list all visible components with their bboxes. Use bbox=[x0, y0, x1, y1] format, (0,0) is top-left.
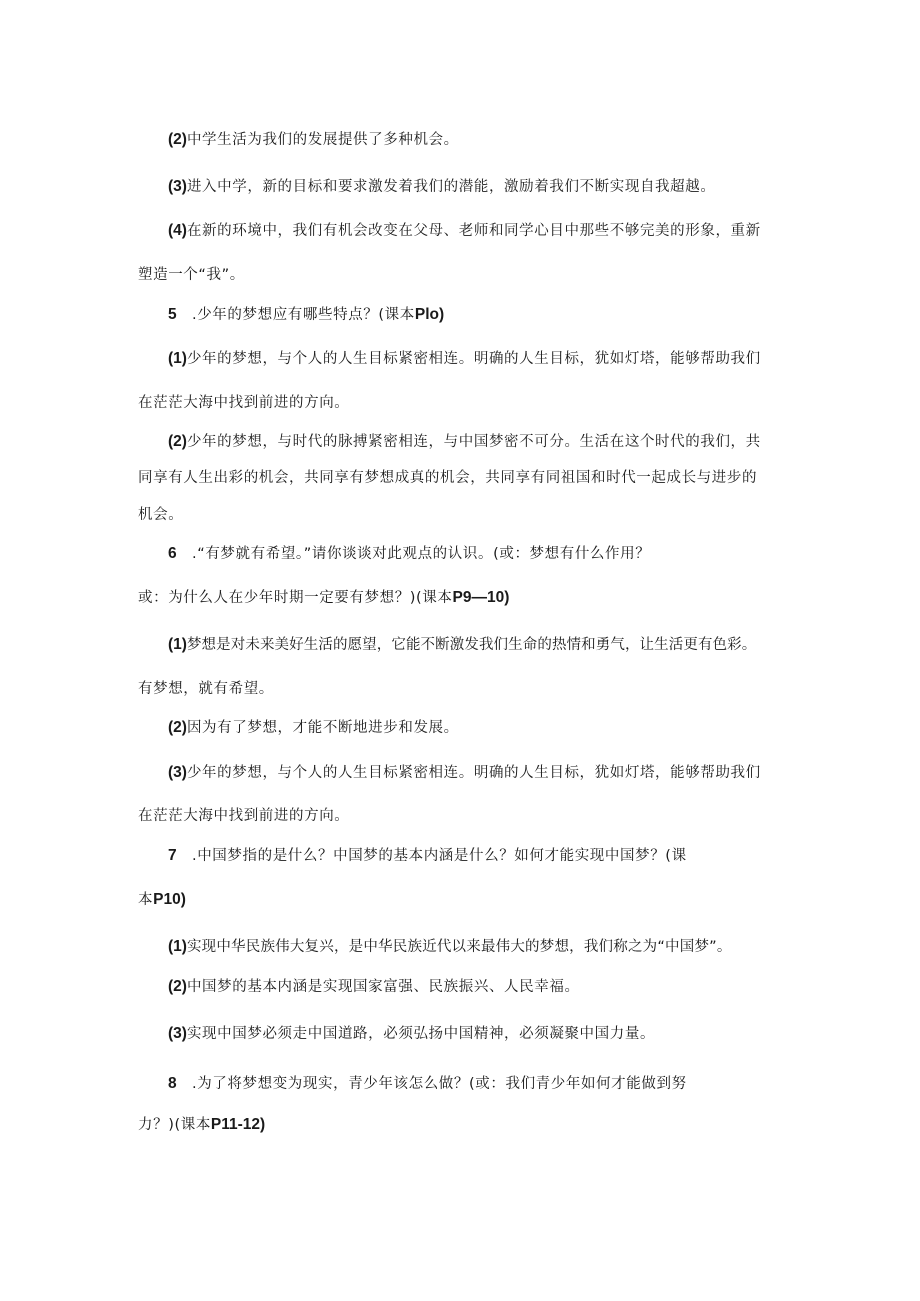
answer-line bbox=[168, 349, 761, 369]
answer-line-continuation: 同享有人生出彩的机会，共同享有梦想成真的机会，共同享有同祖国和时代一起成长与进步的 bbox=[138, 470, 758, 486]
item-marker: (3) bbox=[168, 178, 187, 195]
answer-line bbox=[168, 763, 761, 783]
answer-line-continuation: 在茫茫大海中找到前进的方向。 bbox=[138, 808, 350, 824]
answer-line-continuation: 塑造一个“我”。 bbox=[138, 267, 245, 283]
answer-line bbox=[168, 177, 715, 197]
question-text: 力？)(课本 bbox=[138, 1117, 211, 1133]
question-8 bbox=[168, 1074, 687, 1094]
item-marker: (3) bbox=[168, 1025, 187, 1042]
answer-line bbox=[168, 1024, 655, 1044]
question-text: .“有梦就有希望。”请你谈谈对此观点的认识。(或：梦想有什么作用？ bbox=[192, 546, 651, 562]
question-6 bbox=[168, 544, 650, 564]
question-7-continuation bbox=[138, 890, 186, 910]
question-number: 8 bbox=[168, 1075, 177, 1092]
item-marker: (3) bbox=[168, 764, 187, 781]
item-marker: (2) bbox=[168, 978, 187, 995]
question-5 bbox=[168, 305, 444, 325]
answer-line-continuation: 有梦想，就有希望。 bbox=[138, 681, 274, 697]
answer-line bbox=[168, 718, 459, 738]
item-text: 少年的梦想，与个人的人生目标紧密相连。明确的人生目标，犹如灯塔，能够帮助我们 bbox=[186, 765, 761, 781]
item-marker: (1) bbox=[168, 636, 187, 653]
answer-line bbox=[168, 432, 761, 452]
question-text: 或：为什么人在少年时期一定要有梦想？)(课本 bbox=[138, 590, 453, 606]
question-text: .中国梦指的是什么？中国梦的基本内涵是什么？如何才能实现中国梦？(课 bbox=[192, 848, 687, 864]
item-marker: (1) bbox=[168, 350, 187, 367]
question-6-continuation bbox=[138, 588, 509, 608]
answer-line-continuation: 在茫茫大海中找到前进的方向。 bbox=[138, 395, 350, 411]
answer-line bbox=[168, 221, 761, 241]
item-text: 梦想是对未来美好生活的愿望，它能不断激发我们生命的热情和勇气，让生活更有色彩。 bbox=[186, 637, 757, 653]
item-text: 中国梦的基本内涵是实现国家富强、民族振兴、人民幸福。 bbox=[186, 979, 580, 995]
question-text: .为了将梦想变为现实，青少年该怎么做？(或：我们青少年如何才能做到努 bbox=[192, 1076, 687, 1092]
question-number: 7 bbox=[168, 847, 177, 864]
item-text: 进入中学，新的目标和要求激发着我们的潜能，激励着我们不断实现自我超越。 bbox=[186, 179, 716, 195]
answer-line-continuation: 机会。 bbox=[138, 507, 184, 523]
item-marker: (2) bbox=[168, 719, 187, 736]
item-marker: (4) bbox=[168, 222, 187, 239]
item-text: 因为有了梦想，才能不断地进步和发展。 bbox=[186, 720, 459, 736]
question-text: .少年的梦想应有哪些特点？(课本 bbox=[192, 307, 415, 323]
item-text: 少年的梦想，与个人的人生目标紧密相连。明确的人生目标，犹如灯塔，能够帮助我们 bbox=[186, 351, 761, 367]
item-marker: (2) bbox=[168, 433, 187, 450]
item-text: 中学生活为我们的发展提供了多种机会。 bbox=[186, 132, 459, 148]
item-text: 在新的环境中，我们有机会改变在父母、老师和同学心目中那些不够完美的形象，重新 bbox=[186, 223, 761, 239]
item-text: 少年的梦想，与时代的脉搏紧密相连，与中国梦密不可分。生活在这个时代的我们，共 bbox=[186, 434, 761, 450]
textbook-page-ref: P10) bbox=[153, 891, 186, 908]
textbook-page-ref: Plo) bbox=[414, 306, 445, 323]
question-8-continuation bbox=[138, 1115, 265, 1135]
answer-line bbox=[168, 937, 732, 957]
item-marker: (1) bbox=[168, 938, 187, 955]
question-number: 5 bbox=[168, 306, 177, 323]
textbook-page-ref: P11-12) bbox=[210, 1116, 266, 1133]
answer-line bbox=[168, 635, 756, 655]
question-text: 本 bbox=[138, 892, 154, 908]
answer-line bbox=[168, 977, 580, 997]
item-text: 实现中华民族伟大复兴，是中华民族近代以来最伟大的梦想，我们称之为“中国梦”。 bbox=[186, 939, 732, 955]
item-marker: (2) bbox=[168, 131, 187, 148]
question-number: 6 bbox=[168, 545, 177, 562]
answer-line bbox=[168, 130, 459, 150]
item-text: 实现中国梦必须走中国道路，必须弘扬中国精神，必须凝聚中国力量。 bbox=[186, 1026, 656, 1042]
question-7 bbox=[168, 846, 687, 866]
textbook-page-ref: P9—10) bbox=[452, 589, 510, 606]
